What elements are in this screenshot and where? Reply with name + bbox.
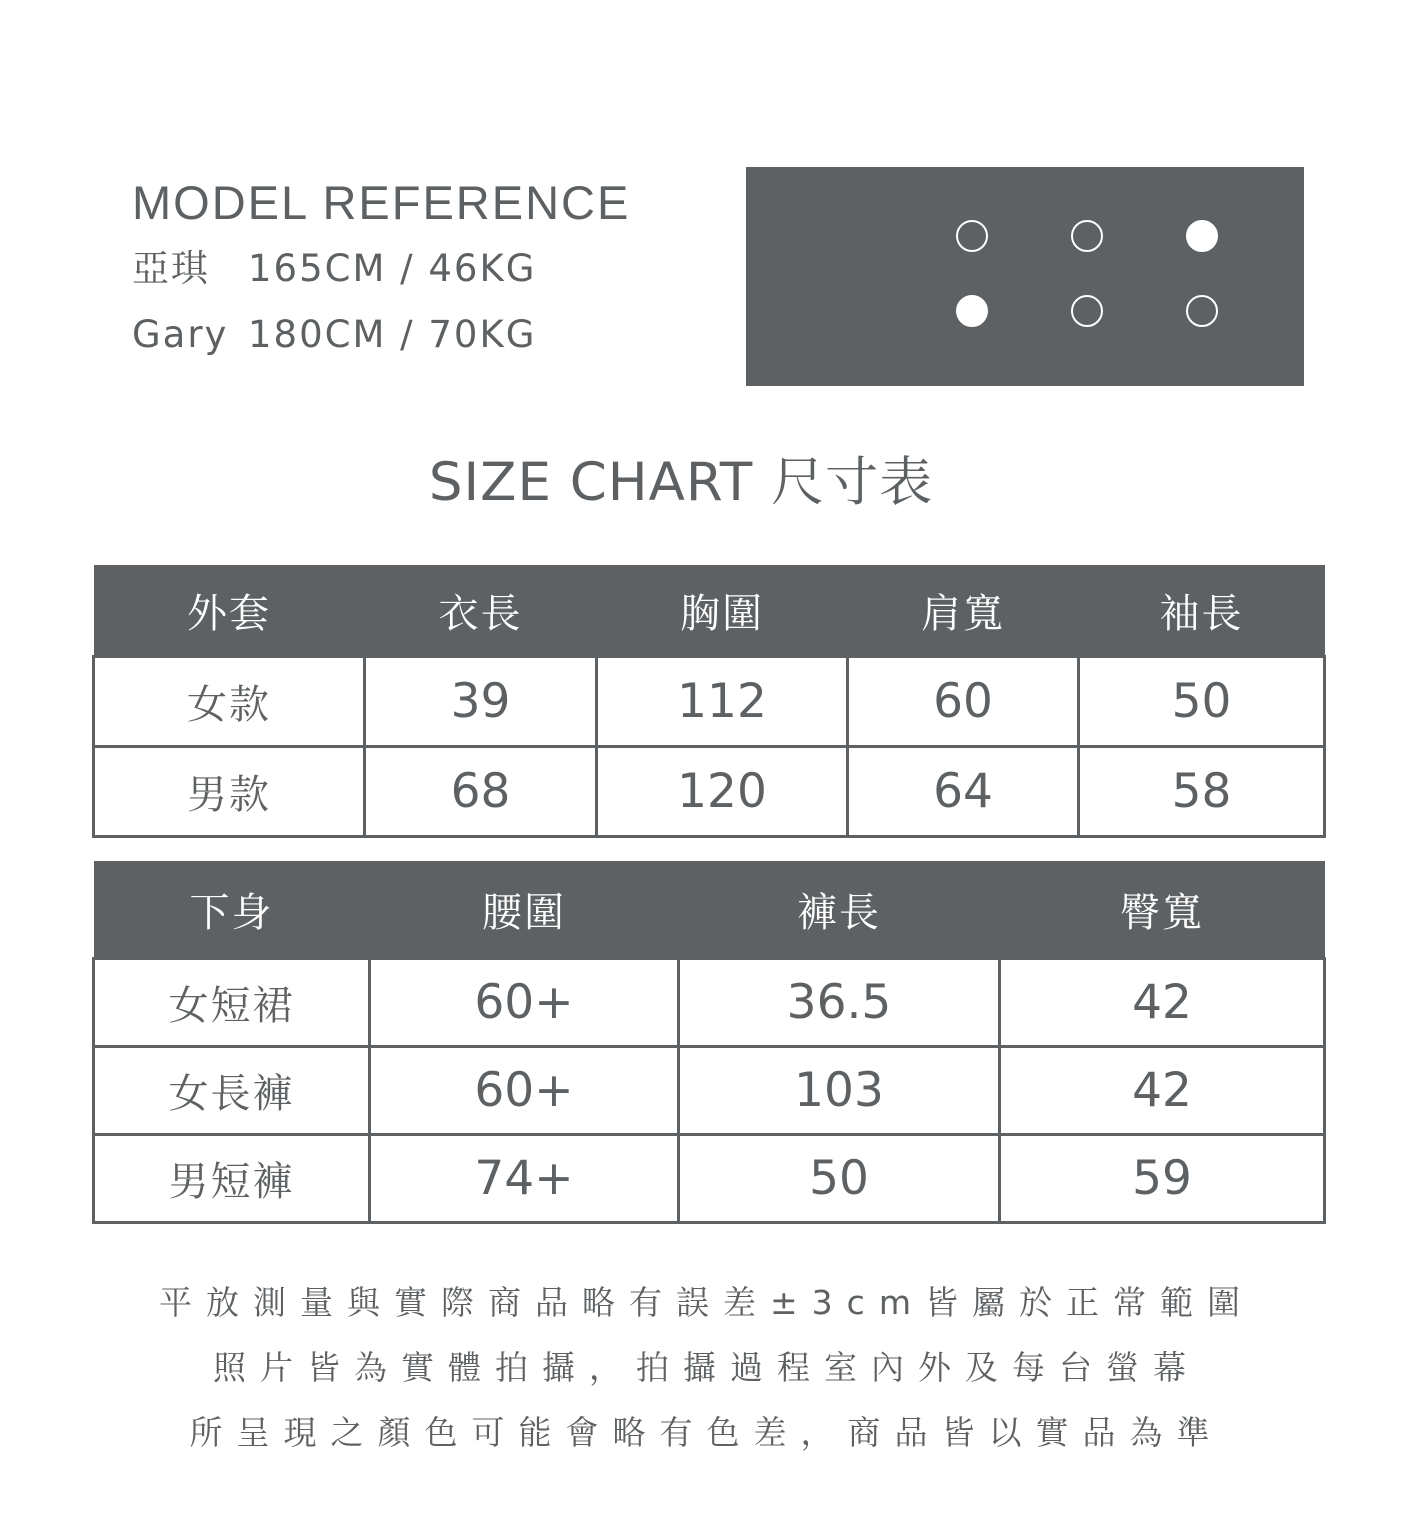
bottoms-size-table <box>92 861 1326 1224</box>
table-cell: 42 <box>1000 1047 1325 1135</box>
table-cell: 60 <box>848 657 1079 747</box>
table-header-row <box>94 565 1325 657</box>
table-header: 腰圍 <box>370 861 679 959</box>
filled-circle-icon <box>956 295 988 327</box>
table-cell: 112 <box>597 657 848 747</box>
thickness-option-medium <box>1035 288 1150 334</box>
table-header: 臀寬 <box>1000 861 1325 959</box>
model-name: 亞琪 <box>132 247 210 290</box>
empty-circle-icon <box>1071 220 1103 252</box>
model-info-2 <box>132 302 630 368</box>
model-name: Gary <box>132 313 229 356</box>
option-label: 薄 <box>920 294 953 332</box>
table-cell: 74+ <box>370 1135 679 1223</box>
table-cell: 58 <box>1079 747 1325 837</box>
table-header: 胸圍 <box>597 565 848 657</box>
table-cell: 女短裙 <box>94 959 370 1047</box>
table-header: 袖長 <box>1079 565 1325 657</box>
table-cell: 60+ <box>370 1047 679 1135</box>
elasticity-row <box>798 206 1265 266</box>
table-cell: 50 <box>679 1135 1000 1223</box>
option-label: 無 <box>920 219 953 257</box>
empty-circle-icon <box>956 220 988 252</box>
note-line: 平放測量與實際商品略有誤差±3cm皆屬於正常範圍 <box>159 1283 1254 1322</box>
note-line: 照片皆為實體拍攝，拍攝過程室內外及每台螢幕 <box>213 1348 1200 1387</box>
model-reference-title: MODEL REFERENCE <box>132 176 631 229</box>
filled-circle-icon <box>1186 220 1218 252</box>
tops-size-table <box>92 565 1326 838</box>
table-cell: 42 <box>1000 959 1325 1047</box>
option-label: 中 <box>1035 294 1068 332</box>
thickness-option-thick <box>1150 288 1265 334</box>
table-cell: 男短褲 <box>94 1135 370 1223</box>
table-cell: 39 <box>365 657 597 747</box>
option-label: 大 <box>1150 219 1183 257</box>
table-row <box>94 747 1325 837</box>
table-header: 衣長 <box>365 565 597 657</box>
measurement-notes <box>0 1270 1413 1465</box>
thickness-row <box>798 281 1265 341</box>
note-line: 所呈現之顏色可能會略有色差，商品皆以實品為準 <box>189 1413 1224 1452</box>
table-row <box>94 657 1325 747</box>
empty-circle-icon <box>1071 295 1103 327</box>
table-cell: 36.5 <box>679 959 1000 1047</box>
thickness-label: 薄厚 <box>798 289 887 338</box>
table-cell: 59 <box>1000 1135 1325 1223</box>
table-cell: 120 <box>597 747 848 837</box>
table-cell: 女長褲 <box>94 1047 370 1135</box>
table-row <box>94 959 1325 1047</box>
table-header: 肩寬 <box>848 565 1079 657</box>
option-label: 厚 <box>1150 294 1183 332</box>
elasticity-label: 彈性 <box>798 214 887 263</box>
model-reference <box>132 170 630 368</box>
elasticity-option-medium <box>1035 213 1150 259</box>
table-header: 下身 <box>94 861 370 959</box>
table-header-row <box>94 861 1325 959</box>
table-header: 褲長 <box>679 861 1000 959</box>
elasticity-option-high <box>1150 213 1265 259</box>
table-cell: 68 <box>365 747 597 837</box>
table-header: 外套 <box>94 565 365 657</box>
model-stats: 165CM / 46KG <box>248 247 537 290</box>
model-stats: 180CM / 70KG <box>248 313 537 356</box>
table-row <box>94 1047 1325 1135</box>
option-label: 中 <box>1035 219 1068 257</box>
table-row <box>94 1135 1325 1223</box>
table-cell: 60+ <box>370 959 679 1047</box>
model-info-1 <box>132 236 630 302</box>
table-cell: 64 <box>848 747 1079 837</box>
table-cell: 男款 <box>94 747 365 837</box>
table-cell: 103 <box>679 1047 1000 1135</box>
table-cell: 女款 <box>94 657 365 747</box>
elasticity-option-none <box>920 213 1035 259</box>
empty-circle-icon <box>1186 295 1218 327</box>
thickness-option-thin <box>920 288 1035 334</box>
fabric-properties-panel <box>746 167 1304 386</box>
size-chart-title: SIZE CHART 尺寸表 <box>428 452 934 513</box>
table-cell: 50 <box>1079 657 1325 747</box>
